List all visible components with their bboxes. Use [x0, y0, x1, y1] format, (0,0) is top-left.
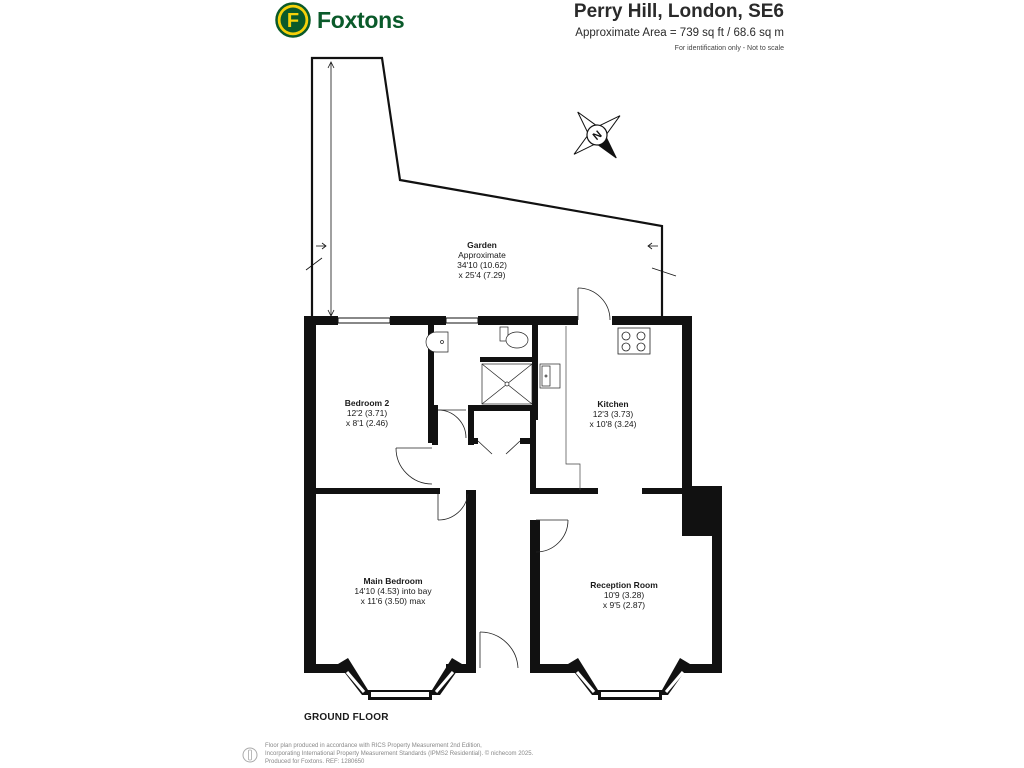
reception-room-dim-2: x 9'5 (2.87) [602, 600, 646, 610]
page-title: Perry Hill, London, SE6 [573, 1, 784, 22]
bay-window-reception [568, 658, 690, 700]
kitchen-label [590, 399, 637, 429]
bedroom-2-dim-1: 12'2 (3.71) [346, 408, 388, 418]
garden-dim-2: x 25'4 (7.29) [458, 270, 506, 280]
certification-icon [242, 745, 258, 765]
garden-dim-1: 34'10 (10.62) [457, 260, 507, 270]
main-bedroom-dim-2: x 11'6 (3.50) max [360, 596, 426, 606]
compass-letter: N [590, 128, 605, 143]
reception-room-dim-1: 10'9 (3.28) [603, 590, 645, 600]
bay-window-main-bedroom [338, 658, 462, 700]
main-bedroom-name: Main Bedroom [363, 576, 423, 586]
kitchen-name: Kitchen [597, 399, 629, 409]
footer-line-2: Incorporating International Property Measurement Standards (IPMS2 Residential). © nichecom 2025. [265, 751, 534, 757]
compass-north-icon [555, 93, 640, 178]
garden-dim-note: Approximate [458, 250, 506, 260]
main-bedroom-label [354, 576, 431, 606]
hob-icon [618, 328, 650, 354]
garden-name: Garden [467, 240, 497, 250]
footer-notes [265, 742, 533, 766]
bedroom-2-dim-2: x 8'1 (2.46) [345, 418, 389, 428]
kitchen-dim-2: x 10'8 (3.24) [589, 419, 637, 429]
bedroom-2-name: Bedroom 2 [344, 398, 390, 408]
footer-line-1: Floor plan produced in accordance with RICS Property Measurement 2nd Edition, [265, 743, 482, 749]
reception-room-name: Reception Room [590, 580, 658, 590]
toilet-icon [500, 327, 528, 348]
brand-name: Foxtons [317, 6, 405, 33]
area-summary: Approximate Area = 739 sq ft / 68.6 sq m [575, 27, 784, 39]
reception-room-label [590, 580, 658, 610]
floor-label: GROUND FLOOR [304, 712, 389, 723]
garden-label [457, 240, 507, 280]
scale-note: For identification only - Not to scale [674, 45, 784, 52]
basin-icon [426, 332, 448, 352]
kitchen-sink-icon [540, 364, 560, 388]
shower-tray-icon [482, 364, 532, 404]
bedroom-2-label [345, 398, 389, 428]
main-bedroom-dim-1: 14'10 (4.53) into bay [354, 586, 432, 596]
footer-line-3: Produced for Foxtons. REF: 1280650 [265, 759, 365, 765]
kitchen-worktop [566, 326, 580, 490]
logo-letter: F [286, 10, 300, 32]
kitchen-dim-1: 12'3 (3.73) [592, 409, 634, 419]
